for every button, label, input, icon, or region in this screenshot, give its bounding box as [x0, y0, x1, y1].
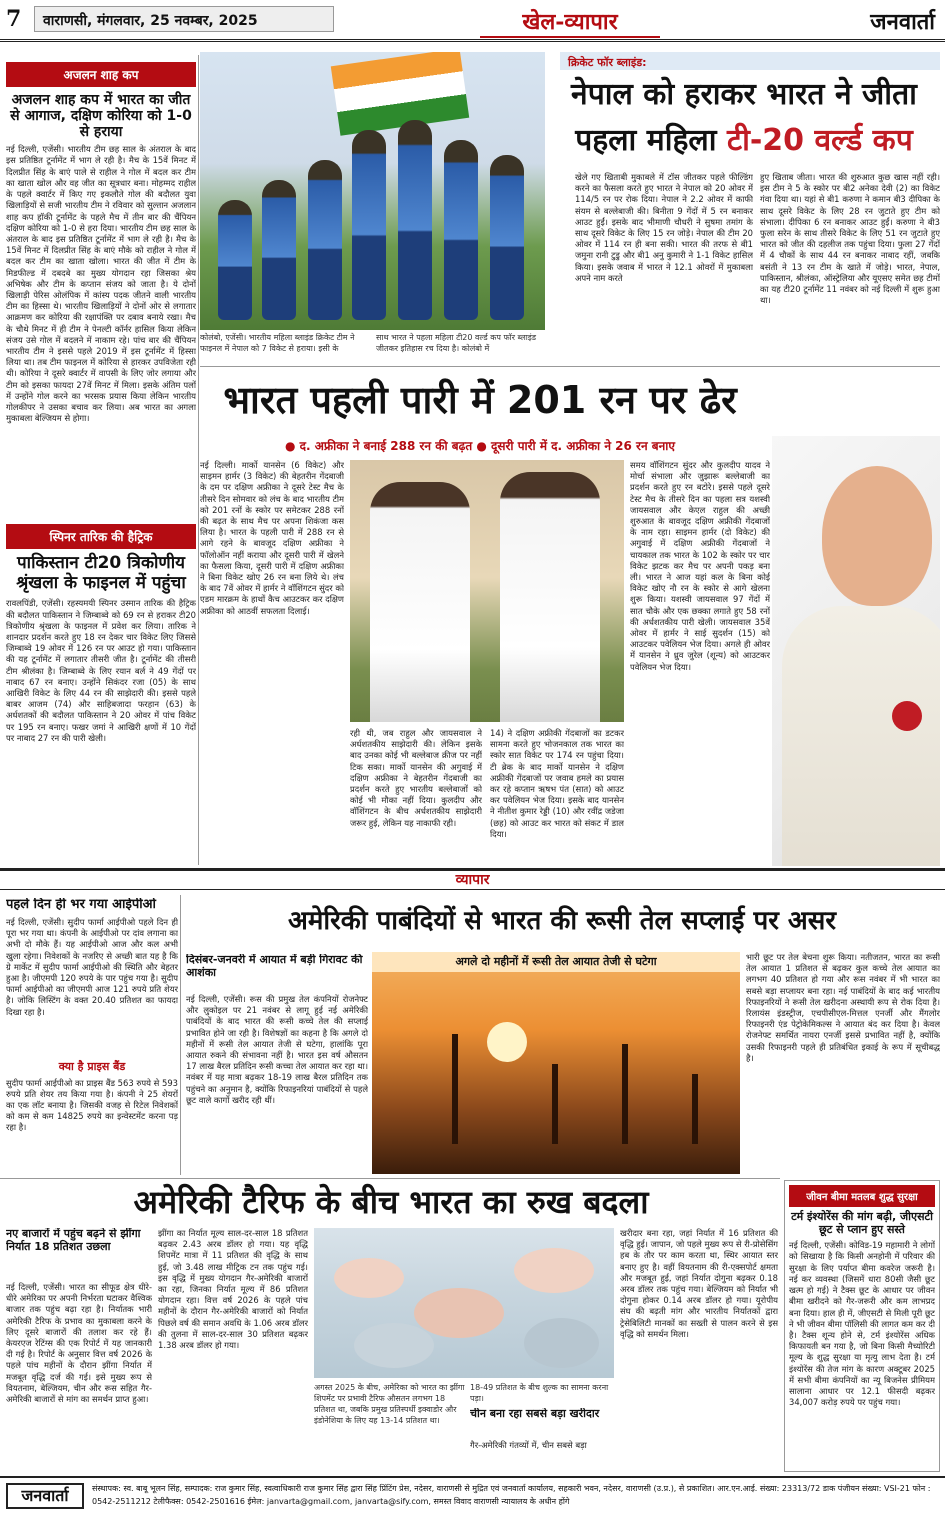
insurance-kicker: जीवन बीमा मतलब शुद्ध सुरक्षा — [789, 1185, 935, 1207]
hockey-kicker: अजलन शाह कप — [6, 62, 196, 87]
test-subheads: ● द. अफ्रीका ने बनाई 288 रन की बढ़त ● दूसरी पारी में द. अफ्रीका ने 26 रन बनाए — [284, 439, 676, 453]
insurance-headline: टर्म इंश्योरेंस की मांग बढ़ी, जीएसटी छूट से प्लान हुए सस्ते — [791, 1210, 933, 1236]
test-headline-box — [200, 372, 760, 432]
tariff-body-1: नई दिल्ली, एजेंसी। भारत का सीफूड क्षेत्र धीरे-धीरे अमेरिका पर अपनी निर्भरता घटाकर वैश्विक बाजार तक पहुंच बढ़ा रहा है। निर्यातक भारी अमेरिकी टैरिफ के प्रभाव का मुकाबला करने के लिए दूसरे बाजारों की तलाश कर रहे हैं। केयरएज रेटिंग्स की एक रिपोर्ट में यह जानकारी दी गई है। रिपोर्ट के अनुसार वित्त वर्ष 2026 के पहले पांच महीनों के दौरान झींगा निर्यात में मजबूत वृद्धि दर्ज की गई। इसे मुख्य रूप से वियतनाम, बेल्जियम, चीन और रूस सहित गैर-अमेरिकी बाजारों से मांग का समर्थन प्राप्त हुआ। — [6, 1282, 152, 1405]
test-body-col2: रही थी, जब राहुल और जायसवाल ने अर्धशतकीय साझेदारी की। लेकिन इसके बाद उनका कोई भी बल्लेबाज क्रीज पर नहीं टिक सका। मार्को यानसेन की अगुवाई में दक्षिण अफ्रीका ने बेहतरीन गेंदबाजी का प्रदर्शन करते हुए भारतीय बल्लेबाजों को कोई भी मौका नहीं दिया। कुलदीप और वॉशिंगटन के बीच अर्धशतकीय साझेदारी जरूर हुई, लेकिन यह नाकाफी रही। — [350, 728, 482, 828]
business-band-title: व्यापार — [455, 872, 490, 888]
women-photo-caption-2: साथ भारत ने पहला महिला टी20 वर्ल्ड कप फॉर ब्लाइंड जीतकर इतिहास रच दिया है। कोलंबो में — [376, 333, 537, 353]
batsmen-photo — [350, 460, 624, 722]
women-headline — [548, 72, 940, 170]
footer — [0, 1476, 945, 1513]
footer-imprint: संस्थापक: स्व. बाबू भूलन सिंह, सम्पादक: राज कुमार सिंह, स्वत्वाधिकारी राज कुमार सिंह द्वारा सिंह प्रिंटिंग प्रेस, नदेसर, वाराणसी से मुद्रित एवं जनवार्ता कार्यालय, सहकारी भवन, नदेसर, वाराणसी (उ.प्र.), से प्रकाशित। आर.एन.आई. संख्या: 23313/72 डाक पंजीयन संख्या: VSI-21 फोन : 0542-2511212 टेलीफैक्स: 0542-2501616 ईमेल: janvarta@gmail.com, janvarta@sify.com, समस्त विवाद वाराणसी न्यायालय के अधीन होंगे — [92, 1484, 931, 1506]
test-body-col1: नई दिल्ली। मार्को यानसेन (6 विकेट) और साइमन हार्मर (3 विकेट) की बेहतरीन गेंदबाजी के दम पर दक्षिण अफ्रीका ने दूसरे टेस्ट मैच के तीसरे दिन सोमवार को लंच के बाद भारतीय टीम को 201 रनों के स्कोर पर समेटकर 288 रनों की बढ़त के साथ मैच पर अपना शिकंजा कस लिया है। भारत के पहली पारी में 288 रन से आगे रहने के बावजूद दक्षिण अफ्रीका ने फॉलोऑन नहीं कराया और दूसरी पारी में खेलने का फैसला किया, दूसरी पारी में दक्षिण अफ्रीका ने बिना विकेट खोए 26 रन बना लिये थे। लंच के बाद 7वें ओवर में हार्मर ने वॉशिंगटन सुंदर को एडम मारक्रम के हाथों कैच आउटकर कर दक्षिण अफ्रीका को आठवीं सफलता दिलाई। — [200, 460, 344, 616]
women-body-col1: खेले गए खिताबी मुकाबले में टॉस जीतकर पहले फील्डिंग करने का फैसला करते हुए भारत ने नेपाल को 20 ओवर में 114/5 रन पर रोक दिया। नेपाल ने 2.2 ओवर में काफी संयम से बल्लेबाजी की। बिनीता 9 गेंदों में 5 रन बनाकर आउट हुईं। इसके बाद भीमाणी चौधरी ने सुषमा तमांग के साथ दूसरे विकेट के लिए 15 रन जोड़े। नेपाल की टीम 20 ओवर में 114 रन ही बना सकी। भारत की तरफ से बी1 जमुना रानी टुडु और बी1 अनु कुमारी ने 1-1 विकेट हासिल किया। इसके जवाब में भारत ने 12.1 ओवरों में मुकाबला अपने नाम करते — [575, 172, 753, 283]
women-photo-caption-1: कोलंबो, एजेंसी। भारतीय महिला ब्लाइंड क्रिकेट टीम ने फाइनल में नेपाल को 7 विकेट से हराया। इसी के — [200, 333, 355, 353]
test-body-col4: समय वॉशिंगटन सुंदर और कुलदीप यादव ने मोर्चा संभाला और जुझारू बल्लेबाजी का प्रदर्शन करते हुए रन बटोरे। इससे पहले दूसरे टेस्ट मैच के तीसरे दिन का पहला सत्र यशस्वी जायसवाल और केएल राहुल की अच्छी शुरुआत के बावजूद दक्षिण अफ्रीकी गेंदबाजों के नाम रहा। साइमन हार्मर (दो विकेट) की अगुवाई में दक्षिण अफ्रीकी गेंदबाजों ने चायकाल तक भारत के 102 के स्कोर पर चार विकेट झटक कर मैच पर अपनी पकड़ बना ली। भारत ने आज यहां कल के बिना कोई विकेट खोए नौ रन के स्कोर से आगे खेलना शुरू किया। यशस्वी जायसवाल 97 गेंदों में सात चौके और एक छक्का लगाते हुए 58 रनों की अर्धशतकीय पारी खेली। जायसवाल 35वें ओवर में हार्मर ने साई सुदर्शन (15) को आउटकर पवेलियन भेज दिया। अगले ही ओवर में यानसेन ने ध्रुव जुरेल (शून्य) को आउटकर पवेलियन भेज दिया। — [630, 460, 770, 672]
india-flag — [331, 52, 469, 136]
women-kicker: क्रिकेट फॉर ब्लाइंड: — [568, 56, 647, 69]
oil-body-1: नई दिल्ली, एजेंसी। रूस की प्रमुख तेल कंपनियों रोजनेफ्ट और लुकोइल पर 21 नवंबर से लागू हुई नई अमेरिकी पाबंदियों के बाद भारत की रूसी कच्चे तेल की सप्लाई प्रभावित होने जा रही है। विशेषज्ञों का कहना है कि अगले दो महीनों में रूसी तेल आयात तेजी से घटेगा, हालांकि पूरा आयात रुकने की संभावना नहीं है। भारत इस वर्ष औसतन 17 लाख बैरल प्रतिदिन रूसी कच्चा तेल आयात कर रहा था। नवंबर में यह मात्रा बढ़कर 18-19 लाख बैरल प्रतिदिन तक पहुंचने का अनुमान है, क्योंकि रिफाइनरियां पाबंदियों से पहले छूट वाले कार्गो खरीद रही थीं। — [186, 994, 368, 1105]
tariff-body-3: खरीदार बना रहा, जहां निर्यात में 16 प्रतिशत की वृद्धि हुई। जापान, जो पहले मुख्य रूप से री-प्रोसेसिंग हब के तौर पर काम करता था, स्थिर आयात स्तर बनाए हुए है। वहीं वियतनाम की री-एक्सपोर्ट क्षमता और मजबूत हुई, जहां निर्यात दोगुना बढ़कर 0.18 अरब डॉलर तक पहुंच गया। बेल्जियम को निर्यात भी दोगुना होकर 0.14 अरब डॉलर हो गया। यूरोपीय संघ की बढ़ती मांग और भारतीय निर्यातकों द्वारा ट्रेसेबिलिटी मानकों का सख्ती से पालन करने से इस वृद्धि को समर्थन मिला। — [620, 1228, 778, 1339]
section-divider — [0, 1178, 780, 1179]
column-divider — [180, 895, 181, 1175]
page-number: 7 — [6, 6, 22, 32]
ipo-body-1: नई दिल्ली, एजेंसी। सुदीप फार्मा आईपीओ पहले दिन ही पूरा भर गया था। कंपनी के आईपीओ पर दांव लगाना का अभी दो मौके हैं। यह आईपीओ आज और कल अभी खुला रहेगा। निवेशकों के नजरिए से अच्छी बात यह है कि ग्रे मार्केट में सुदीप फार्मा आईपीओ की स्थिति और बेहतर हुआ है। जीएमपी 120 रुपये के पार पहुंच गया है। सुदीप फार्मा आईपीओ का जीएमपी आज 121 रुपये प्रति शेयर है। जोकि लिस्टिंग के वक्त 20.40 प्रतिशत का फायदा दिखा रहा है। — [6, 916, 178, 1017]
hockey-body: नई दिल्ली, एजेंसी। भारतीय टीम छह साल के अंतराल के बाद इस प्रतिष्ठित टूर्नामेंट में भाग ले रही है। मैच के 15वें मिनट में दिलप्रीत सिंह के बाएं पाले से राहील ने गोल में बदल कर टीम का खाता खोल और वह जीत का सूत्रधार बना। मोहम्मद राहील के पहले क्वार्टर में किए गए इकलौते गोल की बदौलत युवा खिलाड़ियों से सजी भारतीय टीम ने रविवार को सुल्तान अजलान शाह कप हॉकी टूर्नामेंट के पहले मैच में तीन बार की चैंपियन दक्षिण कोरिया को 1-0 से हरा दिया। भारतीय टीम छह साल के अंतराल के बाद इस प्रतिष्ठित टूर्नामेंट में भाग ले रही है। मैच के 15वें मिनट में दिलप्रीत सिंह के बाएं मौके को राहील ने गोल में बदल कर टीम का खाता खोला। भारत की जीत में टीम के मिडफील्ड में दबदबे का मुख्य योगदान रहा जिसका श्रेय अभिषेक और टीम के कप्तान संजय को जाता है। ये दोनों खिलाड़ी पेरिस ओलंपिक में कांस्य पदक जीतने वाली भारतीय टीम का हिस्सा थे। भारतीय खिलाड़ियों ने दोनों ओर से लगातार आक्रमण कर कोरिया की रक्षापंक्ति पर दबाव बनाये रखा। मैच के चौथे मिनट में ही टीम ने पेनल्टी कॉर्नर हासिल किया लेकिन संजय उसे गोल में बदलने में नाकाम रहे। पांच बार की चैंपियन भारतीय टीम ने इससे पहले 2019 में इस टूर्नामेंट में हिस्सा लिया था। तब टीम फाइनल में कोरिया से हारकर उपविजेता रही थी। कोरिया ने दूसरे क्वार्टर में वापसी के लिए जोर लगाया और टीम को इसका फायदा 27वें मिनट में मिला। इसके अंतिम पलों में उन्होंने गोल करने का भरसक प्रयास किया लेकिन भारतीय गोलकीपर ने उसका बचाव कर लिया। अब भारत का अगला मुकाबला बेल्जियम से होगा। — [6, 144, 196, 424]
women-team-photo — [200, 52, 545, 330]
test-subhead-2: दूसरी पारी में द. अफ्रीका ने 26 रन बनाए — [491, 439, 676, 453]
section-title: खेल-व्यापार — [480, 6, 660, 38]
business-band — [0, 868, 945, 890]
bowler-photo — [772, 436, 940, 866]
oil-pumps-photo — [372, 952, 740, 1174]
tariff-headline: अमेरिकी टैरिफ के बीच भारत का रुख बदला — [133, 1183, 649, 1221]
tariff-subhead: नए बाजारों में पहुंच बढ़ने से झींगा निर्यात 18 प्रतिशत उछला — [6, 1228, 141, 1253]
hockey-headline: अजलन शाह कप में भारत का जीत से आगाज, दक्षिण कोरिया को 1-0 से हराया — [10, 92, 192, 141]
tariff-photo-caption-2: 18-49 प्रतिशत के बीच शुल्क का सामना करना पड़ा। — [470, 1383, 609, 1403]
oil-photo-banner: अगले दो महीनों में रूसी तेल आयात तेजी से घटेगा — [372, 952, 740, 972]
insurance-article — [784, 1180, 940, 1472]
women-kicker-bar — [560, 52, 940, 70]
ipo-headline: पहले दिन ही भर गया आईपीओ — [6, 898, 156, 912]
women-body-col2: हुए खिताब जीता। भारत की शुरुआत कुछ खास नहीं रही। इस टीम ने 5 के स्कोर पर बी2 अनेका देवी (2) का विकेट गंवा दिया था। यहां से बी1 करुणा ने कमान बी3 दीपिका के साथ दूसरे विकेट के लिए 28 रन जुटाते हुए टीम को संभाला। दीपिका 6 रन बनाकर आउट हुईं। करुणा ने बी3 फुला सरेन के साथ तीसरे विकेट के लिए 51 रन जुटाते हुए भारत को जीत की दहलीज तक पहुंचा दिया। फुला 27 गेंदों में 4 चौकों के साथ 44 रन बनाकर नाबाद रहीं, जबकि बसंती ने 13 रन टीम के खाते में जोड़े। भारत, नेपाल, पाकिस्तान, श्रीलंका, ऑस्ट्रेलिया और यूएसए समेत छह टीमों का यह टी20 टूर्नामेंट 11 नवंबर को नई दिल्ली में शुरू हुआ था। — [760, 172, 940, 306]
hockey-article — [6, 62, 196, 962]
dateline: वाराणसी, मंगलवार, 25 नवम्बर, 2025 — [34, 6, 334, 32]
china-body: गैर-अमेरिकी गंतव्यों में, चीन सबसे बड़ा — [470, 1440, 587, 1450]
test-subhead-1: द. अफ्रीका ने बनाई 288 रन की बढ़त — [299, 439, 473, 453]
oil-body-2: भारी छूट पर तेल बेचना शुरू किया। नतीजतन, भारत का रूसी तेल आयात 1 प्रतिशत से बढ़कर कुल कच्चे तेल आयात का लगभग 40 प्रतिशत हो गया और रूस नवंबर में भी भारत का सबसे बड़ा सप्लायर बना रहा। नई पाबंदियों के बाद कई भारतीय रिफाइनरियों ने रूसी तेल खरीदना अस्थायी रूप से रोक दिया है। रिलायंस इंडस्ट्रीज, एचपीसीएल-मित्तल एनर्जी और मैंगलोर रिफाइनरी एंड पेट्रोकेमिकल्स ने आयात बंद कर दिया है। केवल रोजनेफ्ट समर्थित नायरा एनर्जी इससे प्रभावित नहीं है, क्योंकि उसकी रिफाइनरी पहले ही प्रतिबंधित इकाई के रूप में सूचीबद्ध है। — [746, 952, 940, 1063]
brand-logo: जनवार्ता — [870, 9, 935, 35]
tariff-photo-caption-1: अगस्त 2025 के बीच, अमेरिका को भारत का झींगा शिपमेंट पर प्रभावी टैरिफ औसतन लगभग 18 प्रतिशत था, जबकि प्रमुख प्रतिस्पर्धी इक्वाडोर और इंडोनेशिया के लिए यह 13-14 प्रतिशत था। — [314, 1383, 465, 1425]
pak-kicker: स्पिनर तारिक की हैट्रिक — [6, 524, 196, 549]
seafood-photo — [314, 1228, 614, 1378]
women-headline-highlight: टी-20 वर्ल्ड कप — [726, 123, 913, 158]
ipo-body-2: सुदीप फार्मा आईपीओ का प्राइस बैंड 563 रुपये से 593 रुपये प्रति शेयर तय किया गया है। कंपनी ने 25 शेयरों का एक लॉट बनाया है। जिसकी वजह से रिटेल निवेशकों को कम से कम 14825 रुपये का इन्वेस्टमेंट करना पड़ रहा है। — [6, 1077, 178, 1133]
pak-body: रावलपिंडी, एजेंसी। रहस्यमयी स्पिनर उस्मान तारिक की हैट्रिक की बदौलत पाकिस्तान ने जिम्बाब्वे को 69 रन से हराकर टी20 त्रिकोणीय श्रृंखला के फाइनल में प्रवेश कर लिया। तारिक ने शानदार प्रदर्शन करते हुए 18 रन देकर चार विकेट लिए जिससे जिम्बाब्वे 19 ओवर में 126 रन पर आउट हो गया। पाकिस्तान की यह टूर्नामेंट में लगातार तीसरी जीत है। टूर्नामेंट की तीसरी टीम श्रीलंका है। जिम्बाब्वे के लिए रयान बर्ल ने 49 गेंदों पर नाबाद 67 रन बनाए। उन्होंने सिकंदर रजा (05) के साथ आखिरी विकेट के लिए 44 रन की साझेदारी की। इससे पहले बाबर आजम (74) और साहिबजादा फरहान (63) के अर्धशतकों की बदौलत पाकिस्तान ने 20 ओवर में पांच विकेट पर 195 रन बनाए। फखर जमां ने आखिरी क्षणों में 10 गेंदों पर नाबाद 27 रन की पारी खेली। — [6, 598, 196, 743]
tariff-body-2: झींगा का निर्यात मूल्य साल-दर-साल 18 प्रतिशत बढ़कर 2.43 अरब डॉलर हो गया। यह वृद्धि शिपमेंट मात्रा में 11 प्रतिशत की वृद्धि के साथ हुई, जो 3.48 लाख मीट्रिक टन तक पहुंच गई। इस वृद्धि में मुख्य योगदान गैर-अमेरिकी बाजारों का रहा, जिनका निर्यात मूल्य में 86 प्रतिशत योगदान रहा। वित्त वर्ष 2026 के पहले पांच महीनों के दौरान गैर-अमेरिकी बाजारों को निर्यात पिछले वर्ष की समान अवधि के 1.06 अरब डॉलर की तुलना में साल-दर-साल 30 प्रतिशत बढ़कर 1.38 अरब डॉलर हो गया। — [158, 1228, 308, 1351]
china-subhead: चीन बना रहा सबसे बड़ा खरीदार — [470, 1408, 600, 1420]
oil-headline: अमेरिकी पाबंदियों से भारत की रूसी तेल सप्लाई पर असर — [287, 906, 836, 936]
footer-logo: जनवार्ता — [6, 1483, 84, 1509]
cricket-ball-icon — [892, 701, 922, 731]
ipo-article — [6, 898, 178, 1178]
women-headline-main: नेपाल को हराकर भारत ने जीता पहला महिला — [571, 77, 917, 158]
pak-headline: पाकिस्तान टी20 त्रिकोणीय श्रृंखला के फाइनल में पहुंचा — [16, 553, 186, 593]
column-divider — [198, 55, 199, 865]
insurance-body: नई दिल्ली, एजेंसी। कोविड-19 महामारी ने लोगों को सिखाया है कि किसी अनहोनी में परिवार की सुरक्षा के लिए पर्याप्त बीमा कवरेज जरूरी है। नई कर व्यवस्था (जिसमें धारा 80सी जैसी छूट खत्म हो गई) ने टैक्स छूट के आधार पर जीवन बीमा खरीदने को गैर-जरूरी और कम लाभप्रद बना दिया। हाल ही में, जीएसटी से मिली पूरी छूट ने भी जीवन बीमा पॉलिसी की लागत कम कर दी है। टैक्स शून्य होने से, टर्म इंश्योरेंस अधिक किफायती बन गया है, जो बिना किसी मैच्योरिटी मूल्य के शुद्ध सुरक्षा या मृत्यु लाभ देता है। टर्म इंश्योरेंस की तेज मांग के कारण अक्टूबर 2025 में सभी बीमा कंपनियों का न्यू बिजनेस प्रीमियम सालाना आधार पर 12.1 फीसदी बढ़कर 34,007 करोड़ रुपये पर पहुंच गया। — [789, 1240, 935, 1408]
test-headline: भारत पहली पारी में 201 रन पर ढेर — [223, 378, 737, 422]
masthead — [0, 0, 945, 42]
test-body-col3: 14) ने दक्षिण अफ्रीकी गेंदबाजों का डटकर सामना करते हुए भोजनकाल तक भारत का स्कोर सात विकेट पर 174 रन पहुंचा दिया। टी ब्रेक के बाद मार्को यानसेन ने दक्षिण अफ्रीकी गेंदबाजों पर जवाब हमले का प्रयास कर रहे कप्तान ऋषभ पंत (सात) को आउट कर पवेलियन भेज दिया। इसके बाद यानसेन ने नीतीश कुमार रेड्डी (10) और रवींद्र जडेजा (छह) को आउट कर भारत को संकट में डाल दिया। — [490, 728, 624, 839]
oil-subhead: दिसंबर-जनवरी में आयात में बड़ी गिरावट की आशंका — [186, 954, 363, 979]
ipo-subhead: क्या है प्राइस बैंड — [58, 1059, 126, 1073]
tariff-headline-box — [6, 1180, 776, 1224]
section-divider — [200, 366, 940, 367]
sun-icon — [487, 1022, 527, 1062]
oil-headline-box — [184, 898, 940, 948]
